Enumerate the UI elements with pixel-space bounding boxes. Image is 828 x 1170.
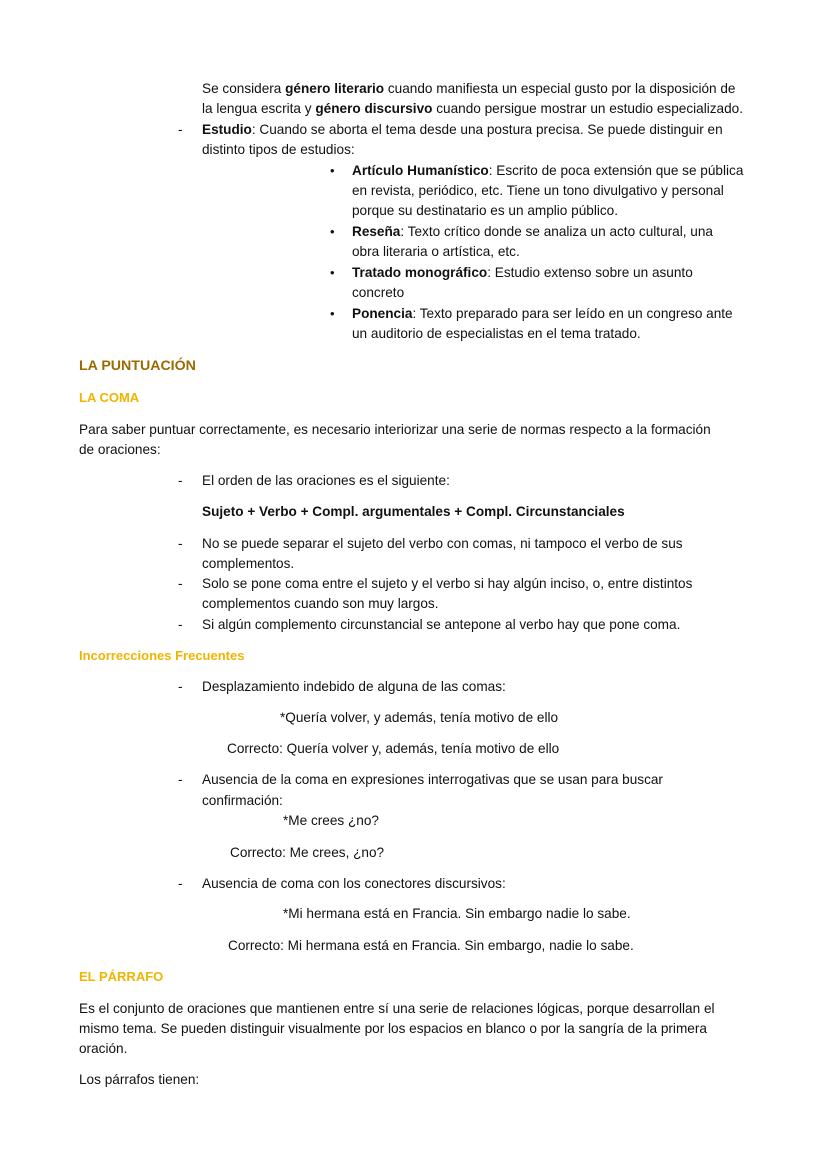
text: : Estudio extenso sobre un asunto [487, 265, 693, 280]
intro-line-1 [202, 80, 736, 98]
type-articulo-line-2: en revista, periódico, etc. Tiene un tono divulgativo y personal [352, 183, 724, 198]
text: : Escrito de poca extensión que se pública [488, 163, 744, 178]
type-tratado-line-1 [352, 264, 693, 282]
text: cuando persigue mostrar un estudio especializado. [432, 101, 744, 116]
type-ponencia-line-1 [352, 305, 733, 323]
bullet: • [330, 306, 335, 321]
rule-1-line-1: No se puede separar el sujeto del verbo con comas, ni tampoco el verbo de sus [202, 536, 683, 551]
term: Reseña [352, 224, 401, 239]
term-genero-discursivo: género discursivo [315, 101, 433, 116]
text: : Texto crítico donde se analiza un acto cultural, una [400, 224, 713, 239]
dash-marker: - [178, 473, 183, 488]
section-title-puntuacion: LA PUNTUACIÓN [79, 358, 196, 374]
term-genero-literario: género literario [285, 81, 385, 96]
incorreccion-3-correct-example: Correcto: Mi hermana está en Francia. Sin embargo, nadie lo sabe. [228, 938, 634, 953]
bullet: • [330, 265, 335, 280]
incorreccion-1: Desplazamiento indebido de alguna de las comas: [202, 679, 506, 694]
subsection-title-coma: LA COMA [79, 390, 140, 405]
incorreccion-2-wrong-example: *Me crees ¿no? [283, 813, 379, 828]
subsection-title-parrafo: EL PÁRRAFO [79, 969, 164, 984]
incorreccion-2-line-1: Ausencia de la coma en expresiones interrogativas que se usan para buscar [202, 772, 663, 787]
term: Tratado monográfico [352, 265, 488, 280]
rule-2-line-2: complementos cuando son muy largos. [202, 596, 439, 611]
incorreccion-1-correct-example: Correcto: Quería volver y, además, tenía motivo de ello [227, 741, 560, 756]
parrafo-line-4: Los párrafos tienen: [79, 1072, 200, 1087]
dash-marker: - [178, 536, 183, 551]
parrafo-line-2: mismo tema. Se pueden distinguir visualmente por los espacios en blanco o por la sangría de la primera [79, 1021, 707, 1036]
incorreccion-2-correct-example: Correcto: Me crees, ¿no? [230, 845, 385, 860]
type-resena-line-2: obra literaria o artística, etc. [352, 244, 520, 259]
intro-line-2 [202, 100, 743, 118]
bullet: • [330, 224, 335, 239]
term: Ponencia [352, 306, 413, 321]
text: : Cuando se aborta el tema desde una postura precisa. Se puede distinguir en [251, 122, 723, 137]
incorreccion-3-wrong-example: *Mi hermana está en Francia. Sin embargo nadie lo sabe. [283, 906, 631, 921]
type-ponencia-line-2: un auditorio de especialistas en el tema tratado. [352, 326, 641, 341]
incorreccion-1-wrong-example: *Quería volver, y además, tenía motivo de ello [280, 710, 559, 725]
subsection-title-incorrecciones: Incorrecciones Frecuentes [79, 648, 245, 663]
type-resena-line-1 [352, 223, 713, 241]
text: la lengua escrita y [202, 101, 316, 116]
dash-marker: - [178, 617, 183, 632]
coma-intro-line-2: de oraciones: [79, 442, 161, 457]
rule-2-line-1: Solo se pone coma entre el sujeto y el verbo si hay algún inciso, o, entre distintos [202, 576, 693, 591]
dash-marker: - [178, 576, 183, 591]
incorreccion-3: Ausencia de coma con los conectores discursivos: [202, 876, 506, 891]
dash-marker: - [178, 772, 183, 787]
term: Artículo Humanístico [352, 163, 489, 178]
bullet: • [330, 163, 335, 178]
rule-1-line-2: complementos. [202, 556, 295, 571]
term-estudio: Estudio [202, 122, 252, 137]
dash-marker: - [178, 122, 183, 137]
dash-marker: - [178, 876, 183, 891]
parrafo-line-1: Es el conjunto de oraciones que mantienen entre sí una serie de relaciones lógicas, porque desarrollan el [79, 1001, 715, 1016]
orden-text: El orden de las oraciones es el siguiente: [202, 473, 450, 488]
dash-marker: - [178, 679, 183, 694]
parrafo-line-3: oración. [79, 1041, 128, 1056]
text: cuando manifiesta un especial gusto por la disposición de [384, 81, 736, 96]
type-articulo-line-1 [352, 162, 743, 180]
type-articulo-line-3: porque su destinatario es un amplio público. [352, 203, 619, 218]
text: Se considera [202, 81, 286, 96]
rule-3: Si algún complemento circunstancial se antepone al verbo hay que pone coma. [202, 617, 681, 632]
text: : Texto preparado para ser leído en un congreso ante [412, 306, 733, 321]
sentence-formula: Sujeto + Verbo + Compl. argumentales + Compl. Circunstanciales [202, 504, 625, 519]
type-tratado-line-2: concreto [352, 285, 405, 300]
incorreccion-2-line-2: confirmación: [202, 793, 283, 808]
estudio-line-2: distinto tipos de estudios: [202, 142, 355, 157]
estudio-line-1 [202, 121, 723, 139]
coma-intro-line-1: Para saber puntuar correctamente, es necesario interiorizar una serie de normas respecto a la formación [79, 422, 711, 437]
